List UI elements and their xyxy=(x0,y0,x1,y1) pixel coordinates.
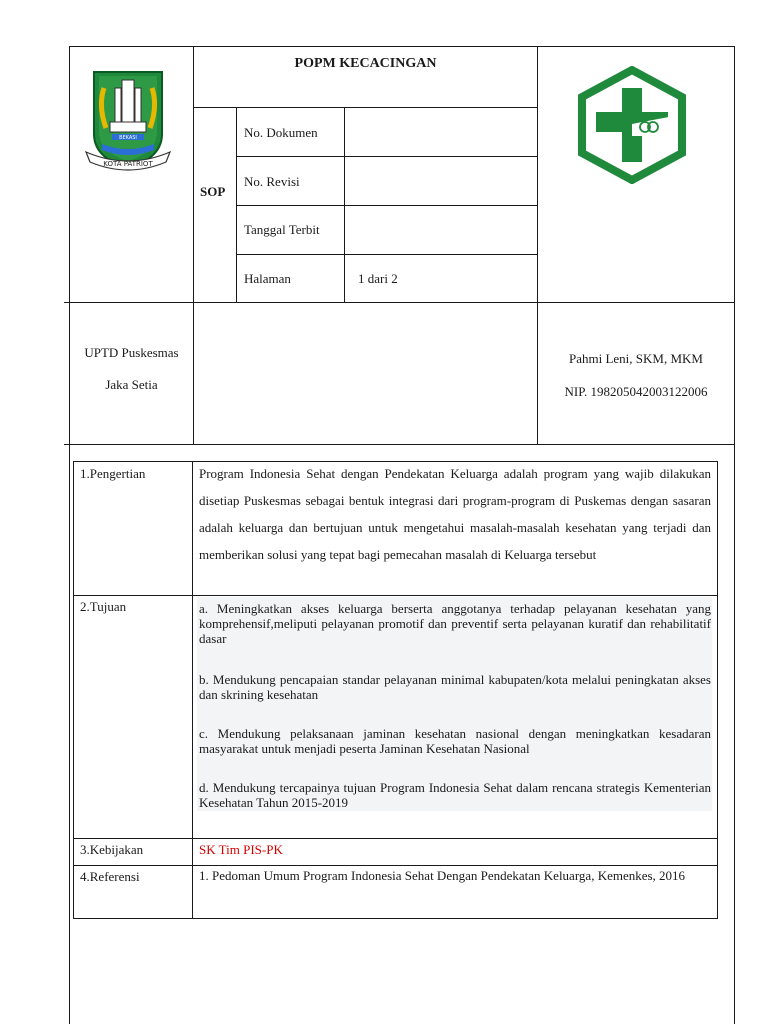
border xyxy=(69,46,70,1024)
border xyxy=(193,46,194,444)
info-value-halaman: 1 dari 2 xyxy=(358,271,398,286)
border xyxy=(236,205,537,206)
org-name-line2: Jaka Setia xyxy=(105,377,158,392)
border xyxy=(64,444,735,445)
org-name-line1: UPTD Puskesmas xyxy=(84,345,179,360)
section-label-referensi: 4.Referensi xyxy=(80,869,140,884)
border xyxy=(73,838,718,839)
border xyxy=(717,461,718,919)
border xyxy=(236,156,537,157)
tujuan-item-c: c. Mendukung pelaksanaan jaminan kesehatan nasional dengan meningkatkan kesadaran masyarakat untuk menjadi peserta Jaminan Kesehatan Nasional xyxy=(199,726,711,756)
border xyxy=(64,302,735,303)
info-label-no-revisi: No. Revisi xyxy=(244,174,300,189)
signatory-nip: NIP. 198205042003122006 xyxy=(564,384,708,399)
border xyxy=(73,918,718,919)
tujuan-item-b: b. Mendukung pencapaian standar pelayanan minimal kabupaten/kota melalui peningkatan akses dan skrining kesehatan xyxy=(199,672,711,702)
pengertian-text: Program Indonesia Sehat dengan Pendekatan Keluarga adalah program yang wajib dilakukan disetiap Puskesmas sebagai bentuk integrasi dari program-program di Puskemas dengan sasaran adalah keluarga dan bertujuan untuk mengetahui masalah-masalah kesehatan yang terjadi dan memberikan solusi yang tepat bagi pemecahan masalah di Keluarga tersebut xyxy=(199,466,711,562)
border xyxy=(192,461,193,919)
section-label-tujuan: 2.Tujuan xyxy=(80,599,127,614)
section-label-kebijakan: 3.Kebijakan xyxy=(80,842,144,857)
signatory-name: Pahmi Leni, SKM, MKM xyxy=(569,351,703,366)
info-label-tanggal-terbit: Tanggal Terbit xyxy=(244,222,320,237)
border xyxy=(734,46,735,1024)
border xyxy=(73,595,718,596)
border xyxy=(236,254,537,255)
border xyxy=(69,46,735,47)
referensi-text: 1. Pedoman Umum Program Indonesia Sehat Dengan Pendekatan Keluarga, Kemenkes, 2016 xyxy=(199,868,686,883)
section-label-pengertian: 1.Pengertian xyxy=(80,466,146,481)
sop-label: SOP xyxy=(200,184,226,199)
document-title: POPM KECACINGAN xyxy=(294,56,437,71)
emblem-building-text: BEKASI xyxy=(119,135,137,141)
border xyxy=(193,107,537,108)
kebijakan-text: SK Tim PIS-PK xyxy=(199,842,283,857)
info-label-no-dokumen: No. Dokumen xyxy=(244,125,318,140)
info-label-halaman: Halaman xyxy=(244,271,291,286)
tujuan-item-d: d. Mendukung tercapainya tujuan Program Indonesia Sehat dalam rencana strategis Kementerian Kesehatan Tahun 2015-2019 xyxy=(199,780,711,810)
puskesmas-logo xyxy=(574,66,690,184)
city-emblem-logo xyxy=(82,66,174,178)
border xyxy=(73,461,74,919)
emblem-banner-text: KOTA PATRIOT xyxy=(103,160,153,168)
tujuan-item-a: a. Meningkatkan akses keluarga berserta anggotanya terhadap pelayanan kesehatan yang komprehensif,meliputi pelayanan promotif dan preventif serta pelayanan kuratif dan rehabilitatif dasar xyxy=(199,601,711,646)
